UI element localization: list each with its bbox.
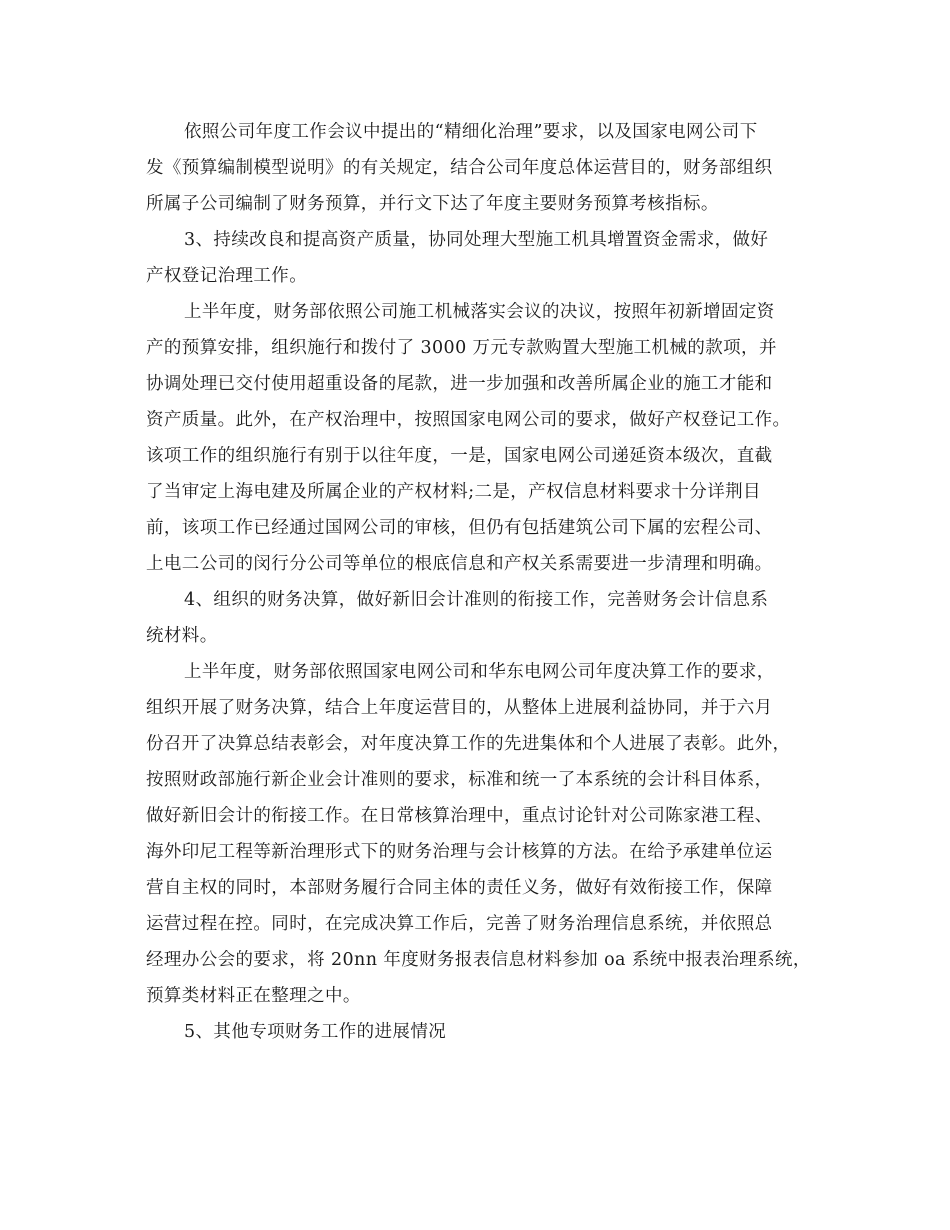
text-line: 按照财政部施行新企业会计准则的要求，标准和统一了本系统的会计科目体系，: [146, 770, 773, 790]
section-heading-4-cont: 统材料。: [146, 626, 218, 646]
text-line: 上半年度，财务部依照公司施工机械落实会议的决议，按照年初新增固定资: [184, 302, 775, 322]
text-line: 海外印尼工程等新治理形式下的财务治理与会计核算的方法。在给予承建单位运: [146, 842, 773, 862]
text-line: 运营过程在控。同时，在完成决算工作后，完善了财务治理信息系统，并依照总: [146, 914, 773, 934]
text-line: 经理办公会的要求，将 20nn 年度财务报表信息材料参加 oa 系统中报表治理系统，: [146, 950, 811, 970]
text-line: 依照公司年度工作会议中提出的“精细化治理”要求，以及国家电网公司下: [184, 122, 758, 142]
text-line: 上半年度，财务部依照国家电网公司和华东电网公司年度决算工作的要求，: [184, 662, 775, 682]
text-line: 营自主权的同时，本部财务履行合同主体的责任义务，做好有效衔接工作，保障: [146, 878, 773, 898]
text-line: 发《预算编制模型说明》的有关规定，结合公司年度总体运营目的，财务部组织: [146, 158, 773, 178]
text-line: 前，该项工作已经通过国网公司的审核，但仍有包括建筑公司下属的宏程公司、: [146, 518, 773, 538]
text-line: 组织开展了财务决算，结合上年度运营目的，从整体上进展利益协同，并于六月: [146, 698, 773, 718]
text-line: 上电二公司的闵行分公司等单位的根底信息和产权关系需要进一步清理和明确。: [146, 554, 773, 574]
text-line: 所属子公司编制了财务预算，并行文下达了年度主要财务预算考核指标。: [146, 194, 719, 214]
section-heading-3: 3、持续改良和提高资产质量，协同处理大型施工机具增置资金需求，做好: [184, 230, 769, 250]
text-line: 资产质量。此外，在产权治理中，按照国家电网公司的要求，做好产权登记工作。: [146, 410, 791, 430]
text-line: 预算类材料正在整理之中。: [146, 986, 361, 1006]
section-heading-5: 5、其他专项财务工作的进展情况: [184, 1022, 447, 1042]
section-heading-4: 4、组织的财务决算，做好新旧会计准则的衔接工作，完善财务会计信息系: [184, 590, 769, 610]
text-line: 做好新旧会计的衔接工作。在日常核算治理中，重点讨论针对公司陈家港工程、: [146, 806, 773, 826]
text-line: 了当审定上海电建及所属企业的产权材料;二是，产权信息材料要求十分详荆目: [146, 482, 761, 502]
section-heading-3-cont: 产权登记治理工作。: [146, 266, 308, 286]
text-line: 该项工作的组织施行有别于以往年度，一是，国家电网公司递延资本级次，直截: [146, 446, 773, 466]
text-line: 协调处理已交付使用超重设备的尾款，进一步加强和改善所属企业的施工才能和: [146, 374, 773, 394]
text-line: 产的预算安排，组织施行和拨付了 3000 万元专款购置大型施工机械的款项，并: [146, 338, 777, 358]
text-line: 份召开了决算总结表彰会，对年度决算工作的先进集体和个人进展了表彰。此外，: [146, 734, 791, 754]
